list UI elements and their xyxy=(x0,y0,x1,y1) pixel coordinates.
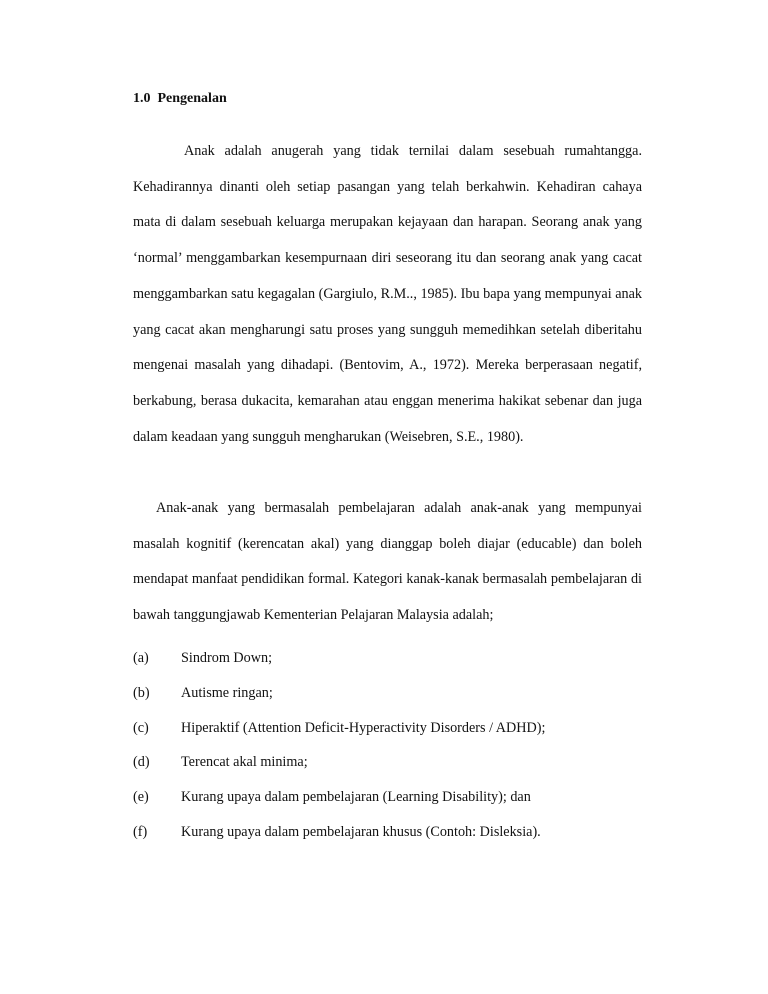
list-item-text: Sindrom Down; xyxy=(181,650,273,666)
list-item-text: Kurang upaya dalam pembelajaran (Learning Disability); dan xyxy=(181,789,531,806)
list-item-text: Kurang upaya dalam pembelajaran khusus (Contoh: Disleksia). xyxy=(181,823,541,840)
list-marker: (a) xyxy=(133,650,149,666)
list-item xyxy=(133,718,653,753)
section-heading: 1.0 Pengenalan xyxy=(133,91,227,106)
list-marker: (b) xyxy=(133,684,150,701)
list-item xyxy=(133,822,653,857)
learning-problems-paragraph: Anak-anak yang bermasalah pembelajaran adalah anak-anak yang mempunyai masalah kognitif (kerencatan akal) yang dianggap boleh diajar (educable) dan boleh mendapat manfaat pendidikan formal. Kategori kanak-kanak bermasalah pembelajaran di bawah tanggungjawab Kementerian Pelajaran Malaysia adalah; xyxy=(133,500,642,624)
category-list xyxy=(133,648,653,857)
list-marker: (c) xyxy=(133,719,149,736)
list-item xyxy=(133,752,653,787)
list-item-text: Terencat akal minima; xyxy=(181,754,308,771)
list-item-text: Hiperaktif (Attention Deficit-Hyperactivity Disorders / ADHD); xyxy=(181,719,546,736)
intro-paragraph: Anak adalah anugerah yang tidak ternilai dalam sesebuah rumahtangga. Kehadirannya dinanti oleh setiap pasangan yang telah berkahwin. Kehadiran cahaya mata di dalam sesebuah keluarga merupakan kejayaan dan harapan. Seorang anak yang ‘normal’ menggambarkan kesempurnaan diri seseorang itu dan seorang anak yang cacat menggambarkan satu kegagalan (Gargiulo, R.M.., 1985). Ibu bapa yang mempunyai anak yang cacat akan mengharungi satu proses yang sungguh memedihkan setelah diberitahu mengenai masalah yang dihadapi. (Bentovim, A., 1972). Mereka berperasaan negatif, berkabung, berasa dukacita, kemarahan atau enggan menerima hakikat sebenar dan juga dalam keadaan yang sungguh mengharukan (Weisebren, S.E., 1980). xyxy=(133,143,642,445)
list-item xyxy=(133,648,653,683)
list-item xyxy=(133,683,653,718)
list-item-text: Autisme ringan; xyxy=(181,684,273,701)
list-marker: (f) xyxy=(133,823,148,840)
list-marker: (e) xyxy=(133,789,149,806)
list-item xyxy=(133,787,653,822)
list-marker: (d) xyxy=(133,754,150,771)
